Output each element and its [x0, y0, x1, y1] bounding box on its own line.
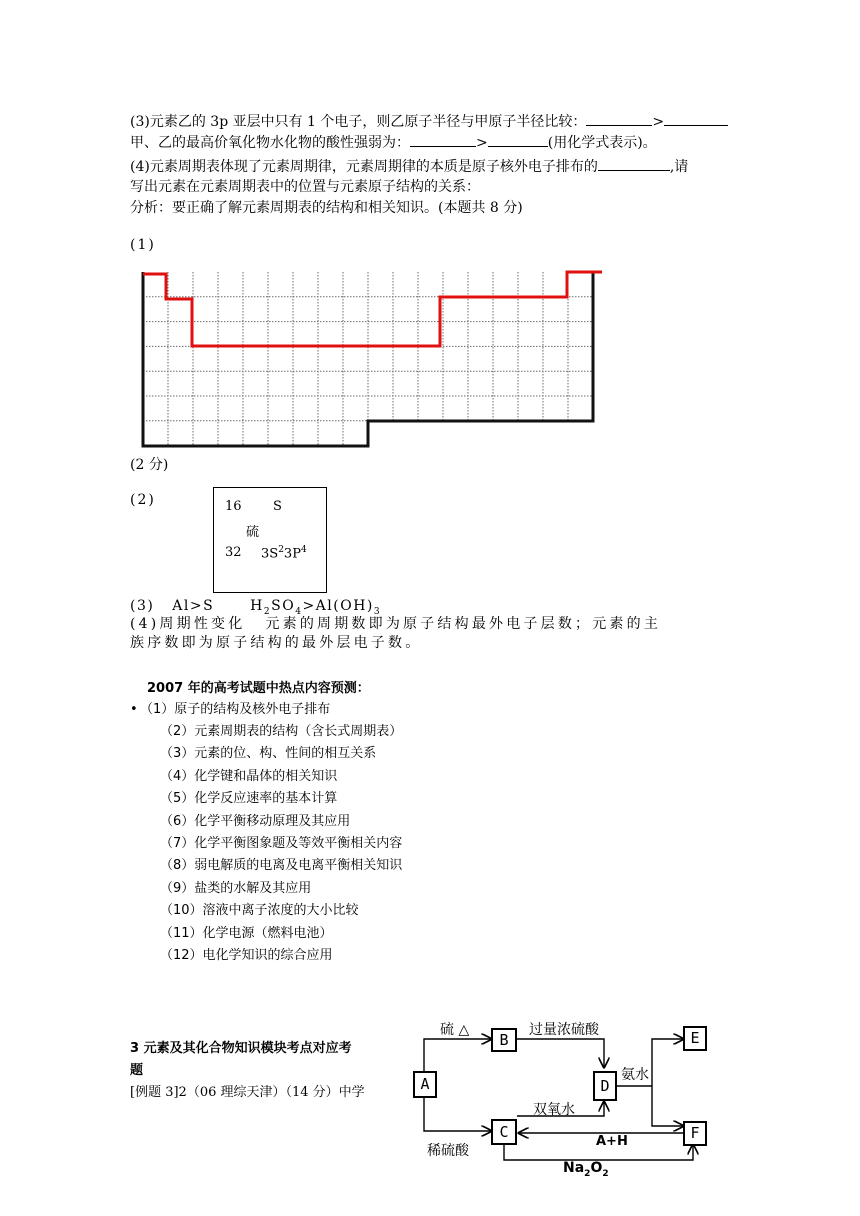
arrow-a-to-c: [424, 1098, 491, 1131]
element-name: 硫: [246, 525, 260, 540]
node-f: F: [683, 1121, 707, 1146]
electron-config: $3S^23P^4$: [261, 545, 307, 562]
example-3-text: [例题 3]2（06 理综天津）（14 分）中学: [130, 1085, 365, 1100]
periodic-table-grid: [140, 266, 602, 452]
arrow-b-to-d: [517, 1039, 604, 1067]
forecast-item: （11）化学电源（燃料电池）: [160, 926, 333, 941]
element-card-sulfur: [213, 487, 327, 593]
label-excess-conc-sulfuric-acid: 过量浓硫酸: [529, 1022, 599, 1038]
answer-blank: [586, 111, 652, 126]
node-a: A: [413, 1071, 437, 1098]
forecast-item: （7）化学平衡图象题及等效平衡相关内容: [160, 836, 403, 851]
answer-1-label: (1): [130, 237, 156, 253]
q3-line-2: 甲、乙的最高价氧化物水化物的酸性强弱为： > (用化学式表示)。: [130, 132, 657, 152]
highlight-boundary: [143, 272, 602, 346]
element-symbol: S: [273, 499, 282, 514]
label-dilute-sulfuric-acid: 稀硫酸: [427, 1143, 469, 1159]
forecast-item: （6）化学平衡移动原理及其应用: [160, 814, 351, 829]
node-b: B: [491, 1028, 517, 1052]
forecast-item: （5）化学反应速率的基本计算: [160, 791, 338, 806]
forecast-item: （3）元素的位、构、性间的相互关系: [160, 746, 377, 761]
answer-blank: [664, 111, 728, 126]
node-e: E: [683, 1026, 707, 1051]
q4-line-2: 写出元素在元素周期表中的位置与元素原子结构的关系：: [130, 179, 480, 195]
label-sodium-peroxide: $Na_2O_2$: [563, 1160, 609, 1179]
bullet-marker: •: [130, 702, 138, 717]
radius-comparison: Al>S: [172, 598, 215, 614]
section-3-title-line-2: 题: [130, 1063, 144, 1078]
answer-3: (3) Al>S $H_2SO_4>Al(OH)_3$: [130, 598, 382, 617]
answer-blank: [410, 132, 476, 147]
forecast-item: （10）溶液中离子浓度的大小比较: [160, 903, 359, 918]
atomic-number: 16: [225, 499, 242, 514]
q3-line-1: (3)元素乙的 3p 亚层中只有 1 个电子，则乙原子半径与甲原子半径比较： >: [130, 111, 728, 131]
section-3-title-line-1: 3 元素及其化合物知识模块考点对应考: [130, 1041, 352, 1056]
arrow-d-to-e: [652, 1039, 683, 1086]
answer-blank: [488, 132, 548, 147]
arrow-a-to-b: [424, 1039, 491, 1071]
forecast-item: （2）元素周期表的结构（含长式周期表）: [160, 724, 403, 739]
node-d: D: [593, 1071, 617, 1101]
forecast-item: （1）原子的结构及核外电子排布: [140, 702, 331, 717]
label-ammonia-water: 氨水: [621, 1067, 649, 1083]
arrow-d-to-f: [652, 1086, 683, 1126]
label-hydrogen-peroxide: 双氧水: [533, 1102, 575, 1118]
answer-4-line-2: 族序数即为原子结构的最外层电子数。: [130, 635, 423, 651]
atomic-mass: 32: [225, 545, 242, 560]
forecast-item: （4）化学键和晶体的相关知识: [160, 769, 338, 784]
forecast-title: 2007 年的高考试题中热点内容预测：: [147, 681, 370, 696]
label-a-plus-h: A+H: [596, 1134, 628, 1149]
answer-blank: [598, 156, 670, 171]
forecast-item: （9）盐类的水解及其应用: [160, 881, 312, 896]
acid-comparison: $H_2SO_4>Al(OH)_3$: [250, 598, 382, 617]
answer-2-label: (2): [130, 492, 156, 508]
q4-line-1: (4)元素周期表体现了元素周期律，元素周期律的本质是原子核外电子排布的 ,请: [130, 156, 688, 176]
analysis-text: 分析：要正确了解元素周期表的结构和相关知识。(本题共 8 分): [130, 200, 523, 216]
node-c: C: [491, 1119, 517, 1145]
answer-1-score: (2 分): [130, 457, 169, 473]
label-sulfur-heat: 硫 △: [440, 1022, 470, 1038]
forecast-item: （12）电化学知识的综合应用: [160, 948, 333, 963]
forecast-item: （8）弱电解质的电离及电离平衡相关知识: [160, 858, 403, 873]
answer-4-line-1: (4)周期性变化 元素的周期数即为原子结构最外电子层数；元素的主: [130, 616, 662, 632]
